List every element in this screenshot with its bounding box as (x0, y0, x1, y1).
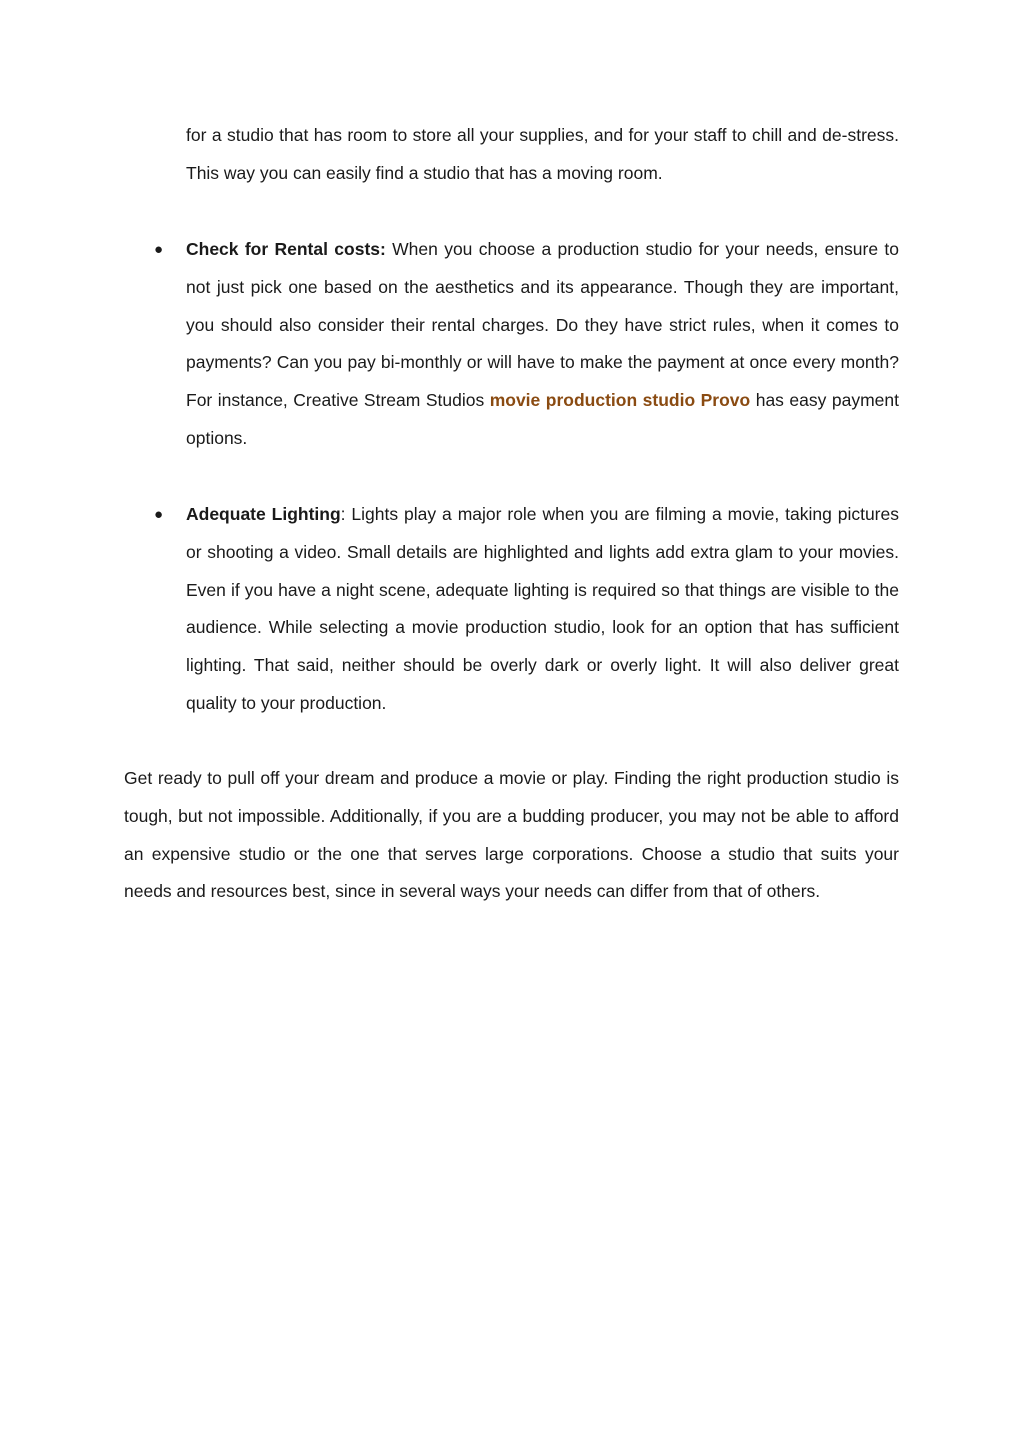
bullet-rental-costs (154, 231, 899, 458)
bullet-text-end: has easy payment options. (186, 390, 899, 448)
bullet-heading: Adequate Lighting (186, 504, 341, 524)
studio-link[interactable]: movie production studio Provo (489, 390, 751, 411)
bullet-marker: ● (154, 506, 164, 523)
continuation-paragraph: for a studio that has room to store all your supplies, and for your staff to chill and de-stress. This way you can easily find a studio that has a moving room. (186, 125, 899, 183)
bullet-heading: Check for Rental costs: (186, 239, 386, 259)
bullet-text: : Lights play a major role when you are filming a movie, taking pictures or shooting a video. Small details are highlighted and lights add extra glam to your movies. Even if you have a night scene, adequate lighting is required so that things are visible to the audience. While selecting a movie production studio, look for an option that has sufficient lighting. That said, neither should be overly dark or overly light. It will also deliver great quality to your production. (186, 504, 899, 713)
closing-paragraph: Get ready to pull off your dream and produce a movie or play. Finding the right production studio is tough, but not impossible. Additionally, if you are a budding producer, you may not be able to afford an expensive studio or the one that serves large corporations. Choose a studio that suits your needs and resources best, since in several ways your needs can differ from that of others. (124, 768, 899, 902)
bullet-text: When you choose a production studio for your needs, ensure to not just pick one based on the aesthetics and its appearance. Though they are important, you should also consider their rental charges. Do they have strict rules, when it comes to payments? Can you pay bi-monthly or will have to make the payment at once every month? For instance, Creative Stream Studios (186, 239, 899, 411)
bullet-adequate-lighting (154, 496, 899, 723)
bullet-marker: ● (154, 241, 164, 258)
